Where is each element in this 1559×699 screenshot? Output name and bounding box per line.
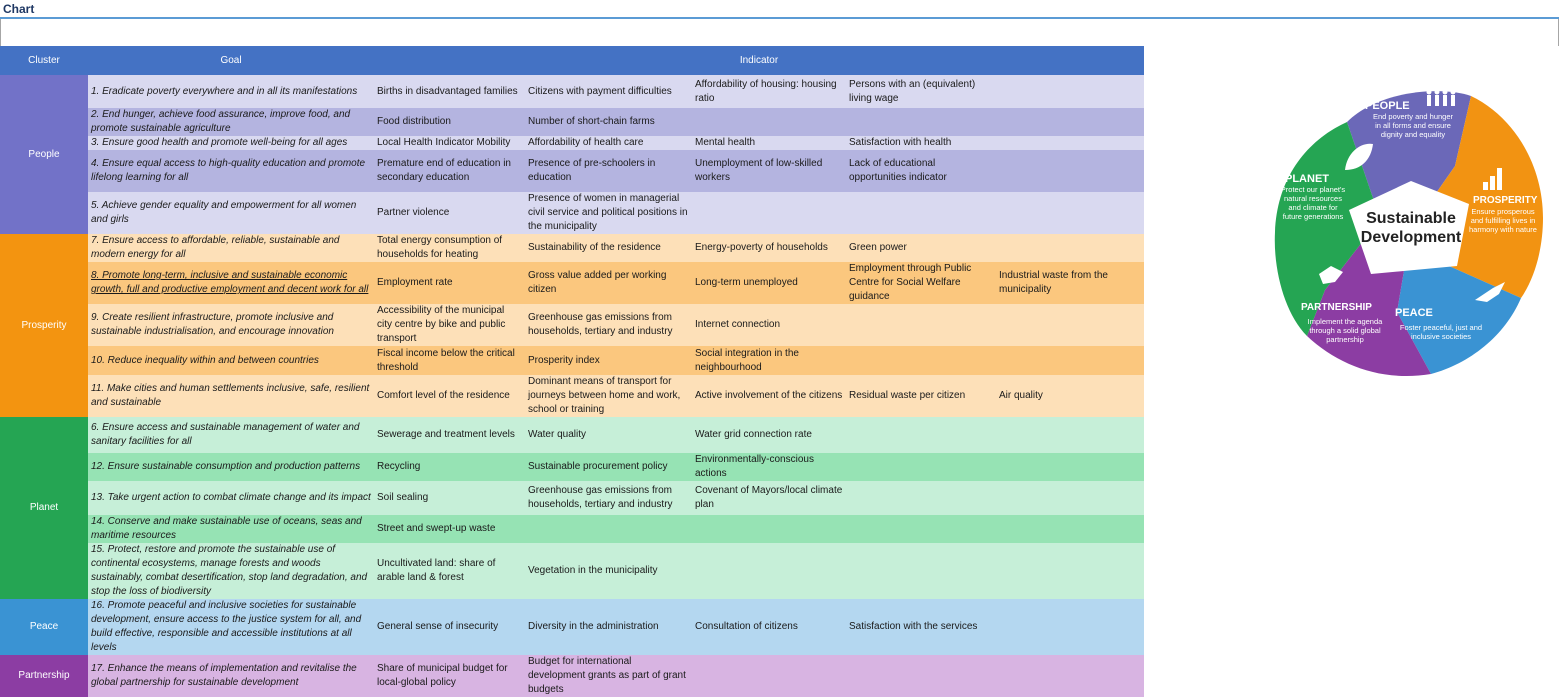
table-row bbox=[0, 453, 1144, 481]
indicator-cell: Presence of women in managerial civil service and political positions in the municipality bbox=[528, 193, 688, 232]
goal-cell: 17. Enhance the means of implementation and revitalise the global partnership for sustainable development bbox=[91, 663, 357, 688]
indicator-cell: Sewerage and treatment levels bbox=[377, 429, 515, 440]
indicator-cell: Diversity in the administration bbox=[528, 621, 659, 632]
table-row bbox=[0, 346, 1144, 375]
indicator-cell: Residual waste per citizen bbox=[849, 390, 966, 401]
indicator-cell: Uncultivated land: share of arable land & forest bbox=[377, 558, 496, 583]
indicator-cell: Mental health bbox=[695, 137, 756, 148]
indicator-cell: Active involvement of the citizens bbox=[695, 390, 843, 401]
table-row bbox=[0, 262, 1144, 304]
indicator-cell bbox=[846, 417, 996, 453]
prosperity-description-line: Ensure prosperous bbox=[1471, 207, 1535, 216]
indicator-cell bbox=[996, 515, 1144, 543]
prosperity-description bbox=[1469, 207, 1537, 234]
header-cluster: Cluster bbox=[0, 46, 88, 75]
partnership-description-line: through a solid global bbox=[1309, 326, 1381, 335]
indicator-cell: Comfort level of the residence bbox=[377, 390, 510, 401]
indicator-cell: Energy-poverty of households bbox=[695, 242, 828, 253]
indicator-cell: Number of short-chain farms bbox=[528, 116, 655, 127]
indicator-cell: Premature end of education in secondary education bbox=[377, 158, 511, 183]
indicator-cell bbox=[996, 234, 1144, 262]
people-title: PEOPLE bbox=[1365, 100, 1410, 112]
table-row bbox=[0, 304, 1144, 346]
indicator-cell: Vegetation in the municipality bbox=[528, 565, 658, 576]
goal-cell: 11. Make cities and human settlements inclusive, safe, resilient and sustainable bbox=[91, 383, 370, 408]
indicator-cell bbox=[996, 108, 1144, 136]
people-description-line: in all forms and ensure bbox=[1375, 121, 1451, 130]
indicator-cell: Citizens with payment difficulties bbox=[528, 85, 672, 97]
table-row bbox=[0, 108, 1144, 136]
indicator-cell: Prosperity index bbox=[528, 354, 600, 366]
indicator-cell: Air quality bbox=[999, 390, 1043, 401]
table-header-row bbox=[0, 46, 1144, 75]
table-row bbox=[0, 136, 1144, 150]
indicator-cell bbox=[996, 304, 1144, 346]
sheet-title-bar bbox=[0, 0, 1559, 19]
indicator-cell: Greenhouse gas emissions from households, tertiary and industry bbox=[528, 485, 673, 510]
indicator-cell: Affordability of health care bbox=[528, 137, 644, 148]
indicator-cell: Long-term unemployed bbox=[695, 277, 798, 288]
indicator-cell bbox=[846, 192, 996, 234]
indicator-cell bbox=[996, 543, 1144, 599]
indicator-cell: Total energy consumption of households for heating bbox=[377, 235, 503, 260]
goal-cell: 6. Ensure access and sustainable management of water and sanitary facilities for all bbox=[91, 422, 360, 447]
indicator-cell: Employment rate bbox=[377, 277, 453, 288]
indicator-cell bbox=[996, 75, 1144, 108]
goal-cell: 5. Achieve gender equality and empowerment for all women and girls bbox=[91, 200, 357, 225]
people-description-line: End poverty and hunger bbox=[1372, 112, 1454, 121]
indicator-cell: Water quality bbox=[528, 429, 586, 440]
header-goal: Goal bbox=[88, 46, 374, 75]
indicator-cell: Dominant means of transport for journeys between home and work, school or training bbox=[528, 376, 681, 415]
indicator-cell bbox=[996, 136, 1144, 150]
indicator-cell bbox=[846, 481, 996, 515]
goal-cell: 13. Take urgent action to combat climate change and its impact bbox=[91, 492, 371, 503]
indicator-cell bbox=[996, 346, 1144, 375]
indicator-cell: Share of municipal budget for local-global policy bbox=[377, 663, 508, 688]
prosperity-description-line: and fulfilling lives in bbox=[1470, 216, 1536, 225]
cluster-cell-people: People bbox=[0, 75, 88, 234]
indicator-cell: Budget for international development grants as part of grant budgets bbox=[528, 656, 686, 695]
table-row bbox=[0, 543, 1144, 599]
indicator-cell bbox=[692, 108, 846, 136]
planet-description bbox=[1281, 185, 1346, 221]
prosperity-title: PROSPERITY bbox=[1473, 195, 1538, 206]
indicator-cell: Industrial waste from the municipality bbox=[999, 270, 1108, 295]
table-row bbox=[0, 192, 1144, 234]
chart-frame bbox=[0, 19, 1559, 46]
indicator-cell: Births in disadvantaged families bbox=[377, 85, 518, 97]
indicator-cell: Presence of pre-schoolers in education bbox=[528, 158, 656, 183]
table-row bbox=[0, 515, 1144, 543]
planet-description-line: and climate for bbox=[1288, 203, 1338, 212]
indicator-cell: Water grid connection rate bbox=[695, 429, 812, 440]
sdg-indicator-table bbox=[0, 46, 1144, 697]
indicator-cell: Sustainability of the residence bbox=[528, 242, 661, 253]
goal-cell: 9. Create resilient infrastructure, promote inclusive and sustainable industrialisation, and encourage innovation bbox=[91, 312, 334, 337]
table-row bbox=[0, 417, 1144, 453]
indicator-cell: Street and swept-up waste bbox=[377, 523, 496, 534]
cluster-cell-prosperity: Prosperity bbox=[0, 234, 88, 417]
indicator-cell: Covenant of Mayors/local climate plan bbox=[695, 485, 843, 510]
goal-cell: 1. Eradicate poverty everywhere and in all its manifestations bbox=[91, 85, 358, 97]
goal-cell: 3. Ensure good health and promote well-being for all ages bbox=[91, 137, 348, 148]
table-row bbox=[0, 234, 1144, 262]
peace-title: PEACE bbox=[1395, 307, 1433, 319]
partnership-description-line: Implement the agenda bbox=[1307, 317, 1383, 326]
table-row bbox=[0, 75, 1144, 108]
indicator-cell: Soil sealing bbox=[377, 492, 429, 503]
peace-description-line: inclusive societies bbox=[1410, 332, 1472, 341]
cluster-cell-planet: Planet bbox=[0, 417, 88, 599]
indicator-cell: Local Health Indicator Mobility bbox=[377, 137, 511, 148]
indicator-cell bbox=[846, 304, 996, 346]
indicator-cell bbox=[996, 481, 1144, 515]
indicator-cell bbox=[996, 150, 1144, 192]
goal-cell: 16. Promote peaceful and inclusive societies for sustainable development, ensure access to the justice system for all, and build effective, responsible and accessible institutions at all levels bbox=[91, 600, 362, 653]
goal-cell: 7. Ensure access to affordable, reliable, sustainable and modern energy for all bbox=[91, 235, 340, 260]
indicator-cell: Employment through Public Centre for Social Welfare guidance bbox=[849, 263, 972, 302]
indicator-cell bbox=[846, 655, 996, 697]
indicator-cell: General sense of insecurity bbox=[377, 621, 499, 632]
indicator-cell: Gross value added per working citizen bbox=[528, 270, 667, 295]
indicator-cell bbox=[692, 192, 846, 234]
goal-cell: 12. Ensure sustainable consumption and production patterns bbox=[91, 461, 361, 472]
indicator-cell bbox=[692, 515, 846, 543]
indicator-cell bbox=[996, 192, 1144, 234]
peace-description bbox=[1400, 323, 1482, 341]
indicator-cell bbox=[996, 655, 1144, 697]
indicator-cell bbox=[846, 108, 996, 136]
indicator-cell: Unemployment of low-skilled workers bbox=[695, 158, 823, 183]
indicator-cell: Sustainable procurement policy bbox=[528, 461, 668, 472]
indicator-cell bbox=[846, 515, 996, 543]
goal-cell: 15. Protect, restore and promote the sustainable use of continental ecosystems, manage forests and woods sustainably, combat desertification, stop land degradation, and stop the loss of biodiversity bbox=[91, 544, 368, 597]
indicator-cell: Green power bbox=[849, 242, 907, 253]
goal-cell: 8. Promote long-term, inclusive and sustainable economic growth, full and productive employment and decent work for all bbox=[91, 270, 369, 295]
indicator-cell: Satisfaction with the services bbox=[849, 621, 978, 632]
indicator-cell bbox=[846, 453, 996, 481]
table-row bbox=[0, 481, 1144, 515]
table-row bbox=[0, 150, 1144, 192]
header-indicator: Indicator bbox=[374, 46, 1144, 75]
indicator-cell: Social integration in the neighbourhood bbox=[695, 347, 799, 373]
table-row bbox=[0, 375, 1144, 417]
planet-description-line: natural resources bbox=[1284, 194, 1342, 203]
indicator-cell: Partner violence bbox=[377, 207, 450, 218]
indicator-cell bbox=[692, 543, 846, 599]
planet-title: PLANET bbox=[1285, 173, 1329, 185]
indicator-cell: Recycling bbox=[377, 461, 421, 472]
indicator-cell bbox=[692, 655, 846, 697]
table-row bbox=[0, 655, 1144, 697]
indicator-cell bbox=[996, 599, 1144, 655]
indicator-cell: Fiscal income below the critical threshold bbox=[377, 347, 515, 373]
indicator-cell: Accessibility of the municipal city centre by bike and public transport bbox=[377, 305, 506, 344]
indicator-cell bbox=[996, 453, 1144, 481]
indicator-cell: Greenhouse gas emissions from households, tertiary and industry bbox=[528, 312, 673, 337]
cluster-cell-partnership: Partnership bbox=[0, 655, 88, 697]
goal-cell: 14. Conserve and make sustainable use of oceans, seas and maritime resources bbox=[91, 516, 362, 541]
indicator-cell bbox=[846, 543, 996, 599]
partnership-description-line: partnership bbox=[1326, 335, 1364, 344]
peace-description-line: Foster peaceful, just and bbox=[1399, 323, 1483, 332]
goal-cell: 4. Ensure equal access to high-quality education and promote lifelong learning for all bbox=[91, 158, 366, 183]
indicator-cell: Lack of educational opportunities indicator bbox=[849, 158, 947, 183]
indicator-cell: Consultation of citizens bbox=[695, 621, 798, 632]
goal-cell: 2. End hunger, achieve food assurance, improve food, and promote sustainable agriculture bbox=[91, 109, 351, 134]
people-description-line: dignity and equality bbox=[1380, 130, 1446, 139]
indicator-cell bbox=[996, 417, 1144, 453]
table-row bbox=[0, 599, 1144, 655]
indicator-cell: Persons with an (equivalent) living wage bbox=[849, 78, 976, 104]
indicator-cell: Affordability of housing: housing ratio bbox=[695, 78, 837, 104]
indicator-cell: Internet connection bbox=[695, 319, 781, 330]
sheet-title: Chart bbox=[3, 2, 35, 16]
cluster-cell-peace: Peace bbox=[0, 599, 88, 655]
indicator-cell bbox=[846, 346, 996, 375]
partnership-title: PARTNERSHIP bbox=[1301, 302, 1372, 313]
indicator-cell: Satisfaction with health bbox=[849, 137, 952, 148]
planet-description-line: Protect our planet's bbox=[1280, 185, 1346, 194]
planet-description-line: future generations bbox=[1282, 212, 1344, 221]
goal-cell: 10. Reduce inequality within and between countries bbox=[91, 354, 319, 366]
indicator-cell: Food distribution bbox=[377, 116, 451, 127]
indicator-cell bbox=[525, 515, 692, 543]
logo-center-line1: Sustainable bbox=[1366, 210, 1456, 227]
logo-center-line2: Development bbox=[1360, 229, 1462, 246]
sustainable-development-logo bbox=[1273, 78, 1549, 380]
indicator-cell: Environmentally-conscious actions bbox=[695, 454, 814, 479]
prosperity-description-line: harmony with nature bbox=[1469, 225, 1537, 234]
people-description bbox=[1373, 112, 1454, 139]
